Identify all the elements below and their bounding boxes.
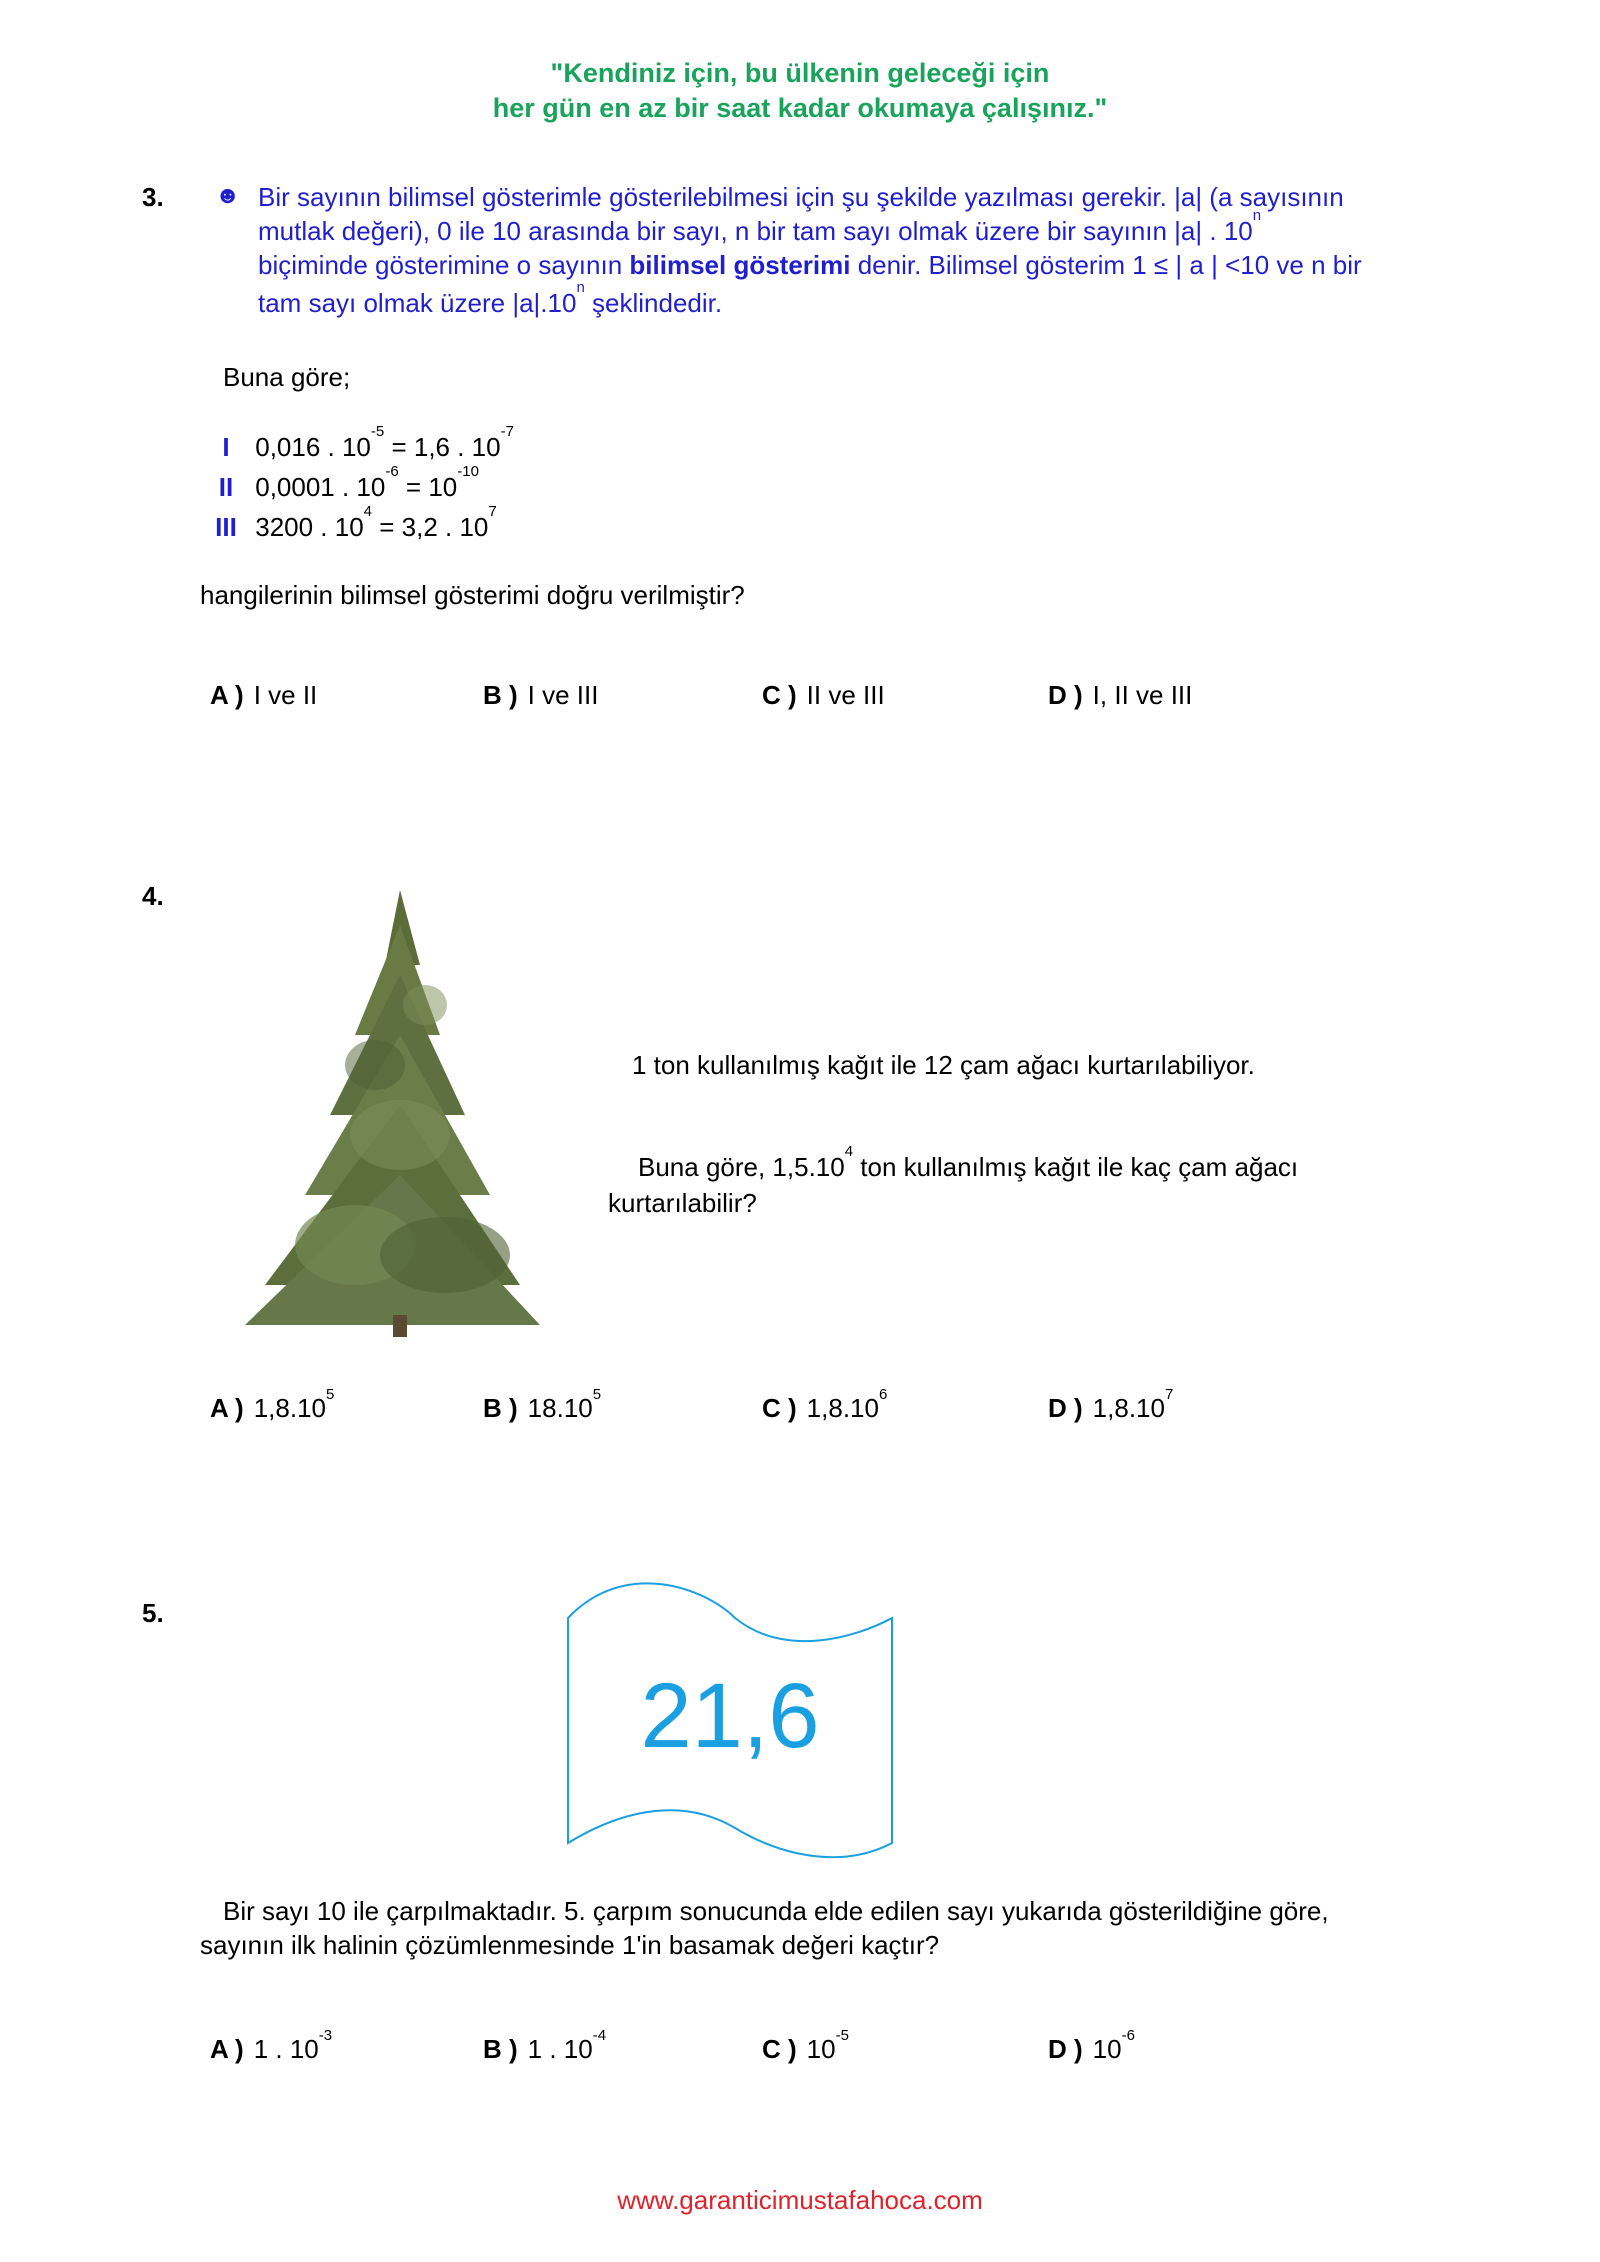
definition-line-4: tam sayı olmak üzere |a|.10$^n$ şeklindedir. [258,279,723,318]
option-a[interactable]: A ) I ve II [210,680,318,710]
question-3-items [204,423,514,550]
question-4-text-3: kurtarılabilir? [608,1188,757,1218]
item-row: III 3200 . $10^4 = 3,2$ . $10^7$ [215,503,497,542]
item-row: I 0,016 . $10^{-5} = 1,6$ . $10^{-7}$ [222,423,514,462]
question-3-prompt: hangilerinin bilimsel gösterimi doğru verilmiştir? [200,580,745,610]
definition-line-3: biçiminde gösterimine o sayının bilimsel gösterimi denir. Bilimsel gösterim 1 ≤ | a | <10 ve n bir [258,250,1362,280]
question-3-definition [258,180,1458,320]
option-a[interactable]: A ) 1 . $10^{-3}$ [210,2027,333,2064]
term-bilimsel-gosterimi: bilimsel gösterimi [629,250,851,280]
question-3-lead: Buna göre; [223,362,351,392]
question-5-number: 5. [142,1598,164,1628]
header-line-2: her gün en az bir saat kadar okumaya çalışınız." [492,93,1108,123]
definition-line-2: mutlak değeri), 0 ile 10 arasında bir sayı, n bir tam sayı olmak üzere bir sayının |a| . 10$^n$ [258,207,1262,246]
option-b[interactable]: B ) I ve III [483,680,599,710]
question-5-text-1: Bir sayı 10 ile çarpılmaktadır. 5. çarpım sonucunda elde edilen sayı yukarıda gösterildiğine göre, [223,1896,1329,1926]
option-b[interactable]: B ) 1 . $10^{-4}$ [483,2027,607,2064]
option-c[interactable]: C ) 1,8.10$^6$ [762,1386,888,1423]
option-c[interactable]: C ) $10^{-5}$ [762,2027,849,2064]
footer-link[interactable]: www.garanticimustafahoca.com [617,2185,983,2215]
question-4-text-2: Buna göre, 1,5.10$^4$ ton kullanılmış kağıt ile kaç çam ağacı [638,1143,1299,1182]
option-b[interactable]: B ) 18.10$^5$ [483,1386,602,1423]
option-d[interactable]: D ) I, II ve III [1048,680,1193,710]
option-a[interactable]: A ) 1,8.10$^5$ [210,1386,335,1423]
question-5-text-2: sayının ilk halinin çözümlenmesinde 1'in basamak değeri kaçtır? [200,1930,940,1960]
item-row: II 0,0001 . $10^{-6} = 10^{-10}$ [218,463,479,502]
question-3-number: 3. [142,182,164,212]
flag-value: 21,6 [640,1665,820,1767]
wavy-flag [565,1578,895,1858]
definition-line-1: Bir sayının bilimsel gösterimle gösterilebilmesi için şu şekilde yazılması gerekir. |a| (a sayısının [258,182,1344,212]
question-4-number: 4. [142,881,164,911]
option-d[interactable]: D ) 1,8.10$^7$ [1048,1386,1174,1423]
pine-tree-image [235,885,545,1340]
smiley-bullet-icon: ☻ [215,182,241,209]
option-c[interactable]: C ) II ve III [762,680,885,710]
header-line-1: "Kendiniz için, bu ülkenin geleceği için [550,58,1050,88]
pine-tree-icon [245,890,540,1337]
option-d[interactable]: D ) $10^{-6}$ [1048,2027,1135,2064]
question-4-text-1: 1 ton kullanılmış kağıt ile 12 çam ağacı kurtarılabiliyor. [632,1050,1255,1080]
